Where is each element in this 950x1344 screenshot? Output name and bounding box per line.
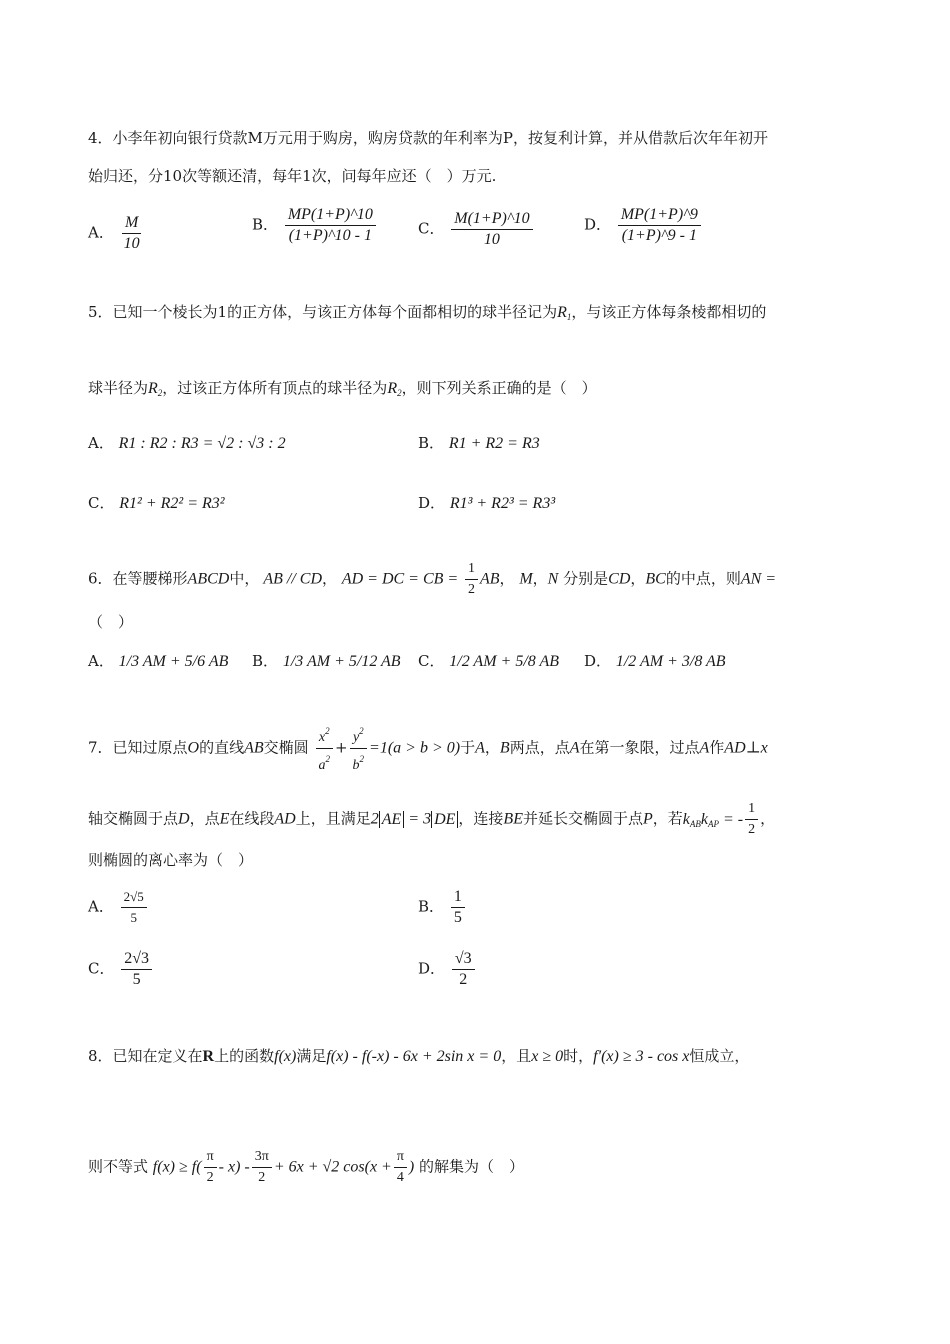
- q7-line2: 轴交椭圆于点D，点E在线段AD上，且满足2 AE = 3 DE ，连接BE并延长交椭圆于点P，若$k_{AB}k_{AP}$ = - $\frac{1}{2}$ ，: [88, 801, 776, 837]
- q4-option-a[interactable]: A． $\frac{M}{10}$: [88, 214, 140, 252]
- q4-option-b[interactable]: B． $\frac{MP(1+P)\^{}10}{(1+P)\^{}10 - 1}$: [252, 206, 378, 245]
- q5-option-d[interactable]: D． R1³ + R2³ = R3³: [418, 494, 556, 512]
- q7-option-d[interactable]: D． $\frac{√3}{2}$: [418, 950, 477, 989]
- q4-line2: 始归还，分10次等额还清，每年1次，问每年应还（ ）万元.: [88, 167, 497, 185]
- q6-option-d[interactable]: D． 1/2 AM + 3/8 AB: [584, 652, 726, 670]
- q6-option-b[interactable]: B． 1/3 AM + 5/12 AB: [252, 652, 401, 670]
- q5-option-a[interactable]: A． R1 : R2 : R3 = √2 : √3 : 2: [88, 434, 286, 452]
- q7-line1: 7．已知过原点O的直线AB交椭圆 $\frac{x^2}{a^2}$ + $\frac{y^2}{b^2}$ =1(a > b > 0)于A，B两点，点A在第一象限，过点A作AD⊥x: [88, 722, 768, 775]
- q6-line1: 6．在等腰梯形ABCD中， AB // CD， AD = DC = CB = $\frac{1}{2}$ AB， M，N 分别是CD，BC的中点，则AN =: [88, 561, 777, 597]
- r2-symbol: $R_2$: [148, 380, 163, 398]
- q4-line1: 4．小李年初向银行贷款M万元用于购房，购房贷款的年利率为P，按复利计算，并从借款后次年年初开: [88, 129, 768, 147]
- q8-line1: 8．已知在定义在R上的函数f(x)满足f(x) - f(-x) - 6x + 2sin x = 0，且x ≥ 0时，f′(x) ≥ 3 - cos x恒成立，: [88, 1047, 750, 1065]
- q6-line2: （ ）: [88, 613, 134, 631]
- q8-line2: 则不等式 f(x) ≥ f( $\frac{\pi}{2}$ - x) - $\frac{3\pi}{2}$ + 6x + √2 cos(x + $\frac{\pi}{4}$ ) 的解集为（ ）: [88, 1149, 525, 1185]
- q7-option-a[interactable]: A． $\frac{2√5}{5}$: [88, 888, 149, 927]
- r1-symbol: $R_1$: [557, 304, 572, 322]
- q5-line1: 5．已知一个棱长为1的正方体，与该正方体每个面都相切的球半径记为$R_1$，与该正方体每条棱都相切的: [88, 303, 767, 322]
- q7-option-c[interactable]: C． $\frac{2√3}{5}$: [88, 950, 154, 989]
- q4-option-c[interactable]: C． $\frac{M(1+P)\^{}10}{10}$: [418, 210, 535, 249]
- q6-option-a[interactable]: A． 1/3 AM + 5/6 AB: [88, 652, 229, 670]
- q5-line2: 球半径为$R_2$，过该正方体所有顶点的球半径为$R_2$，则下列关系正确的是（ ）: [88, 379, 597, 398]
- q5-option-b[interactable]: B． R1 + R2 = R3: [418, 434, 540, 452]
- q4-option-d[interactable]: D． $\frac{MP(1+P)\^{}9}{(1+P)\^{}9 - 1}$: [584, 206, 703, 245]
- q5-option-c[interactable]: C． R1² + R2² = R3²: [88, 494, 225, 512]
- r2-symbol-b: $R_2$: [387, 380, 402, 398]
- q7-option-b[interactable]: B． $\frac{1}{5}$: [418, 888, 467, 927]
- q6-option-c[interactable]: C． 1/2 AM + 5/8 AB: [418, 652, 560, 670]
- q7-line3: 则椭圆的离心率为（ ）: [88, 851, 254, 869]
